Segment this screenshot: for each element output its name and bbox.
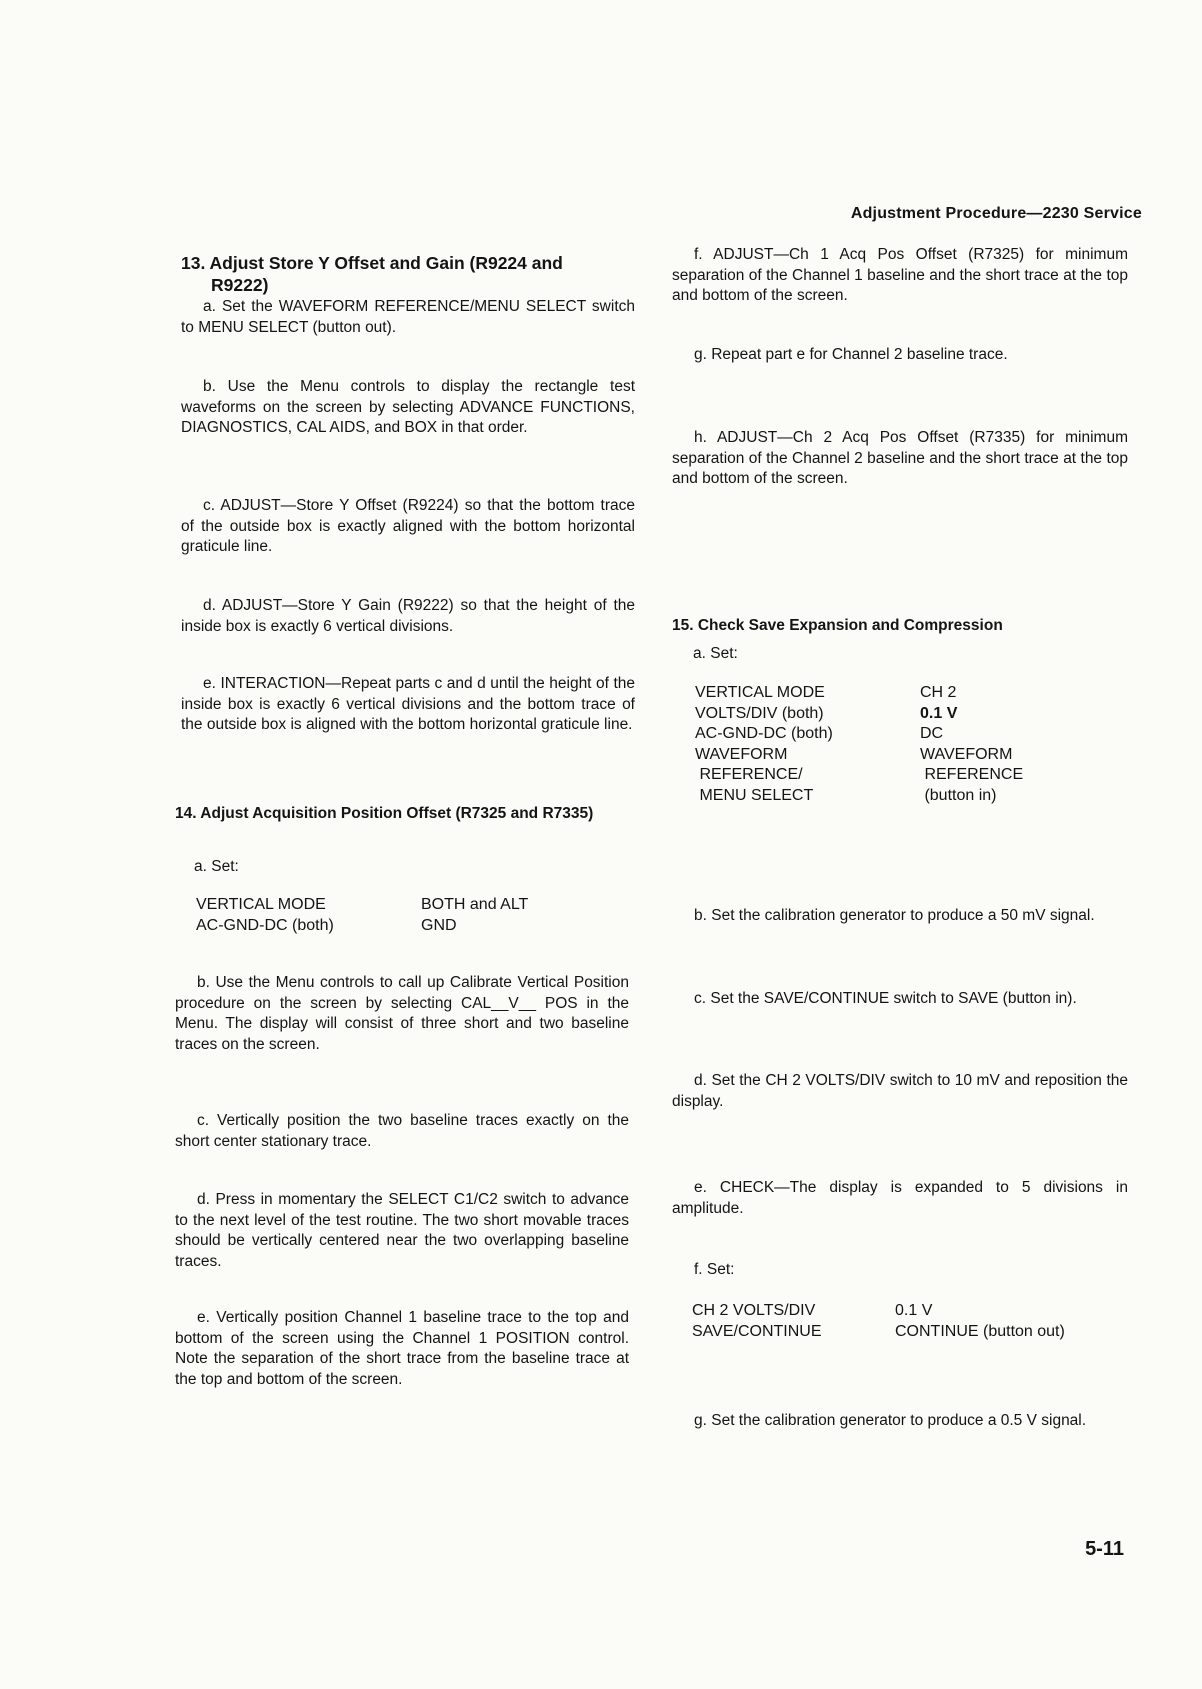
section-title-line-1: 13. Adjust Store Y Offset and Gain (R9224 and <box>181 253 563 273</box>
step-14h: h. ADJUST—Ch 2 Acq Pos Offset (R7335) for minimum separation of the Channel 2 baseline and the short trace at the top and bottom of the screen. <box>672 429 1128 487</box>
setting-value: (button in) <box>920 786 997 804</box>
step-14a: a. Set: <box>194 858 239 875</box>
setting-label: CH 2 VOLTS/DIV <box>692 1302 816 1319</box>
setting-label: WAVEFORM <box>695 745 788 763</box>
setting-value: BOTH and ALT <box>421 896 529 913</box>
settings-table-15f <box>692 1301 1065 1342</box>
section-title-line-2: R9222) <box>211 275 269 295</box>
step-15e: e. CHECK—The display is expanded to 5 divisions in amplitude. <box>672 1179 1128 1217</box>
running-header: Adjustment Procedure—2230 Service <box>850 205 1142 222</box>
step-14e: e. Vertically position Channel 1 baseline trace to the top and bottom of the screen using the Channel 1 POSITION control. Note the separation of the short trace from the baseline trace at the top and bottom of the screen. <box>175 1309 629 1388</box>
setting-label: VERTICAL MODE <box>196 896 326 913</box>
setting-label: REFERENCE/ <box>695 766 803 783</box>
setting-value: CH 2 <box>920 684 957 701</box>
setting-label: AC-GND-DC (both) <box>695 725 833 742</box>
step-13a: a. Set the WAVEFORM REFERENCE/MENU SELECT switch to MENU SELECT (button out). <box>181 298 635 336</box>
setting-value: 0.1 V <box>895 1302 933 1319</box>
step-13d: d. ADJUST—Store Y Gain (R9222) so that the height of the inside box is exactly 6 vertical divisions. <box>181 597 635 635</box>
settings-table-15a <box>695 683 1023 806</box>
setting-value: 0.1 V <box>920 704 958 722</box>
section-15-title: 15. Check Save Expansion and Compression <box>672 617 1003 634</box>
step-14g: g. Repeat part e for Channel 2 baseline trace. <box>694 346 1008 363</box>
step-14b: b. Use the Menu controls to call up Calibrate Vertical Position procedure on the screen by selecting CAL__V__ POS in the Menu. The display will consist of three short and two baseline traces on the screen. <box>175 974 629 1053</box>
step-15g: g. Set the calibration generator to produce a 0.5 V signal. <box>694 1412 1087 1429</box>
step-15b: b. Set the calibration generator to produce a 50 mV signal. <box>694 907 1095 924</box>
setting-label: VOLTS/DIV (both) <box>695 704 824 722</box>
page-number: 5-11 <box>1085 1538 1124 1560</box>
step-15f: f. Set: <box>694 1261 735 1278</box>
step-15c: c. Set the SAVE/CONTINUE switch to SAVE (button in). <box>694 990 1077 1007</box>
setting-value: DC <box>920 725 944 742</box>
section-14-title: 14. Adjust Acquisition Position Offset (R7325 and R7335) <box>175 805 594 822</box>
step-14c: c. Vertically position the two baseline traces exactly on the short center stationary trace. <box>175 1112 629 1150</box>
step-14d: d. Press in momentary the SELECT C1/C2 switch to advance to the next level of the test routine. The two short movable traces should be vertically centered near the two overlapping baseline traces. <box>175 1191 629 1270</box>
section-13-title <box>181 252 635 296</box>
step-14f: f. ADJUST—Ch 1 Acq Pos Offset (R7325) for minimum separation of the Channel 1 baseline and the short trace at the top and bottom of the screen. <box>672 246 1128 304</box>
setting-value: CONTINUE (button out) <box>895 1322 1065 1340</box>
step-15a: a. Set: <box>693 645 738 662</box>
setting-label: AC-GND-DC (both) <box>196 916 334 934</box>
setting-value: REFERENCE <box>920 766 1024 783</box>
setting-label: MENU SELECT <box>695 786 814 804</box>
setting-value: WAVEFORM <box>920 745 1013 763</box>
settings-table-14a <box>196 895 528 936</box>
step-13b: b. Use the Menu controls to display the rectangle test waveforms on the screen by selecting ADVANCE FUNCTIONS, DIAGNOSTICS, CAL AIDS, and BOX in that order. <box>181 378 635 436</box>
setting-value: GND <box>421 916 457 934</box>
setting-label: SAVE/CONTINUE <box>692 1322 822 1340</box>
setting-label: VERTICAL MODE <box>695 684 825 701</box>
step-15d: d. Set the CH 2 VOLTS/DIV switch to 10 mV and reposition the display. <box>672 1072 1128 1110</box>
step-13e: e. INTERACTION—Repeat parts c and d until the height of the inside box is exactly 6 vertical divisions and the bottom trace of the outside box is aligned with the bottom horizontal graticule line. <box>181 675 635 733</box>
step-13c: c. ADJUST—Store Y Offset (R9224) so that the bottom trace of the outside box is exactly aligned with the bottom horizontal graticule line. <box>181 497 635 555</box>
